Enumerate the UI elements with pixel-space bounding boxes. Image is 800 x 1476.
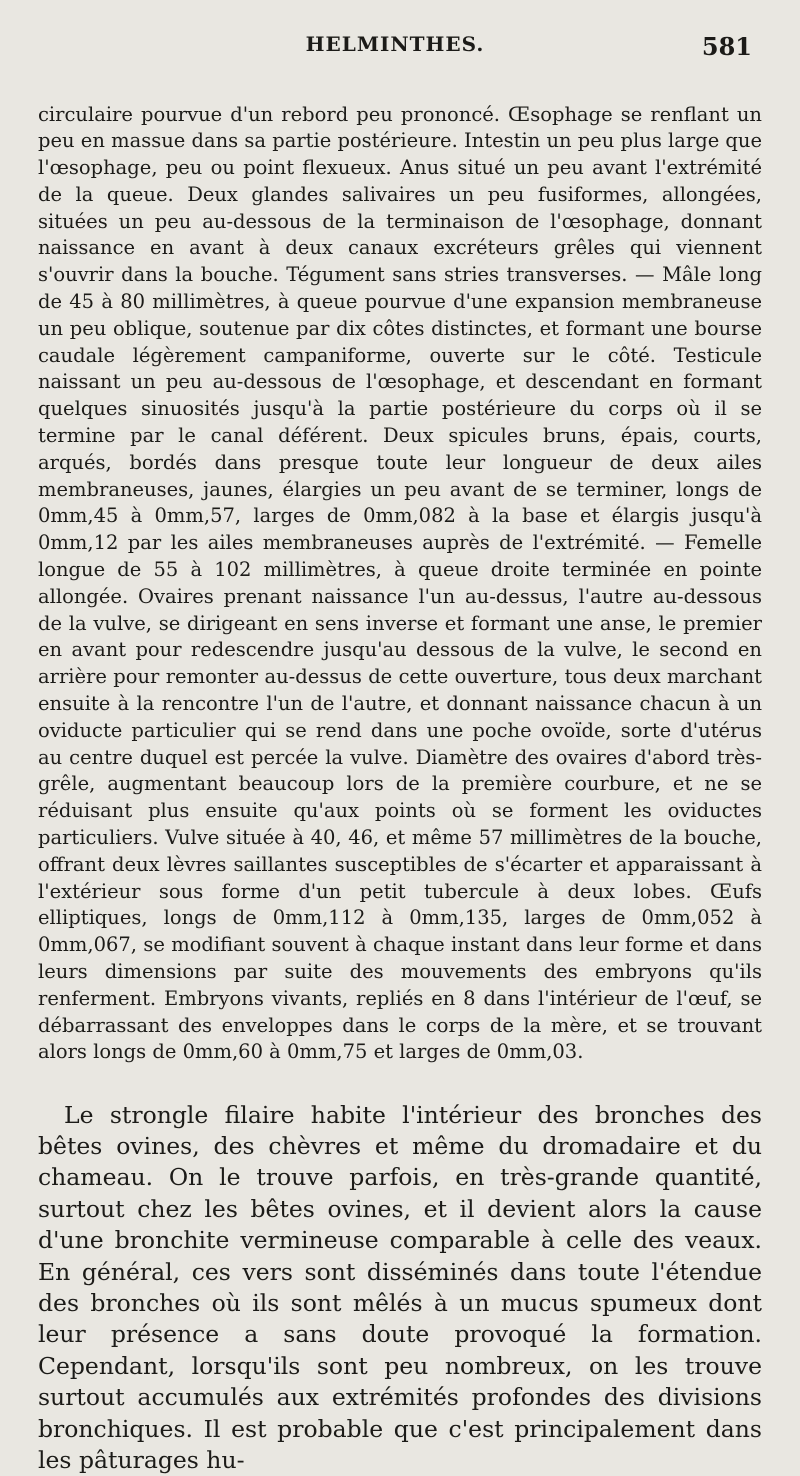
description-paragraph: circulaire pourvue d'un rebord peu prononcé. Œsophage se renflant un peu en massue dans sa partie postérieure. Intestin un peu plus large que l'œsophage, peu ou point flexueux. Anus situé un peu avant l'extrémité de la queue. Deux glandes salivaires un peu fusiformes, allongées, situées un peu au-dessous de la terminaison de l'œsophage, donnant naissance en avant à deux canaux excréteurs grêles qui viennent s'ouvrir dans la bouche. Tégument sans stries transverses. — Mâle long de 45 à 80 millimètres, à queue pourvue d'une expansion membraneuse un peu oblique, soutenue par dix côtes distinctes, et formant une bourse caudale légèrement campaniforme, ouverte sur le côté. Testicule naissant un peu au-dessous de l'œsophage, et descendant en formant quelques sinuosités jusqu'à la partie postérieure du corps où il se termine par le canal déférent. Deux spicules bruns, épais, courts, arqués, bordés dans presque toute leur longueur de deux ailes membraneuses, jaunes, élargies un peu avant de se terminer, longs de 0mm,45 à 0mm,57, larges de 0mm,082 à la base et élargis jusqu'à 0mm,12 par les ailes membraneuses auprès de l'extrémité. — Femelle longue de 55 à 102 millimètres, à queue droite terminée en pointe allongée. Ovaires prenant naissance l'un au-dessus, l'autre au-dessous de la vulve, se dirigeant en sens inverse et formant une anse, le premier en avant pour redescendre jusqu'au dessous de la vulve, le second en arrière pour remonter au-dessus de cette ouverture, tous deux marchant ensuite à la rencontre l'un de l'autre, et donnant naissance chacun à un oviducte particulier qui se rend dans une poche ovoïde, sorte d'utérus au centre duquel est percée la vulve. Diamètre des ovaires d'abord très-grêle, augmentant beaucoup lors de la première courbure, et ne se réduisant plus ensuite qu'aux points où se forment les oviductes particuliers. Vulve située à 40, 46, et même 57 millimètres de la bouche, offrant deux lèvres saillantes susceptibles de s'écarter et apparaissant à l'extérieur sous forme d'un petit tubercule à deux lobes. Œufs elliptiques, longs de 0mm,112 à 0mm,135, larges de 0mm,052 à 0mm,067, se modifiant souvent à chaque instant dans leur forme et dans leurs dimensions par suite des mouvements des embryons qu'ils renferment. Embryons vivants, repliés en 8 dans l'intérieur de l'œuf, se débarrassant des enveloppes dans le corps de la mère, et se trouvant alors longs de 0mm,60 à 0mm,75 et larges de 0mm,03. [38,102,762,1067]
running-title: HELMINTHES. [38,32,752,56]
page-number: 581 [702,32,752,61]
page-header [38,32,752,68]
body-paragraph: Le strongle filaire habite l'intérieur des bronches des bêtes ovines, des chèvres et même du dromadaire et du chameau. On le trouve parfois, en très-grande quantité, surtout chez les bêtes ovines, et il devient alors la cause d'une bronchite vermineuse comparable à celle des veaux. En général, ces vers sont disséminés dans toute l'étendue des bronches où ils sont mêlés à un mucus spumeux dont leur présence a sans doute provoqué la formation. Cependant, lorsqu'ils sont peu nombreux, on les trouve surtout accumulés aux extrémités profondes des divisions bronchiques. Il est probable que c'est principalement dans les pâturages hu- [38,1100,762,1476]
